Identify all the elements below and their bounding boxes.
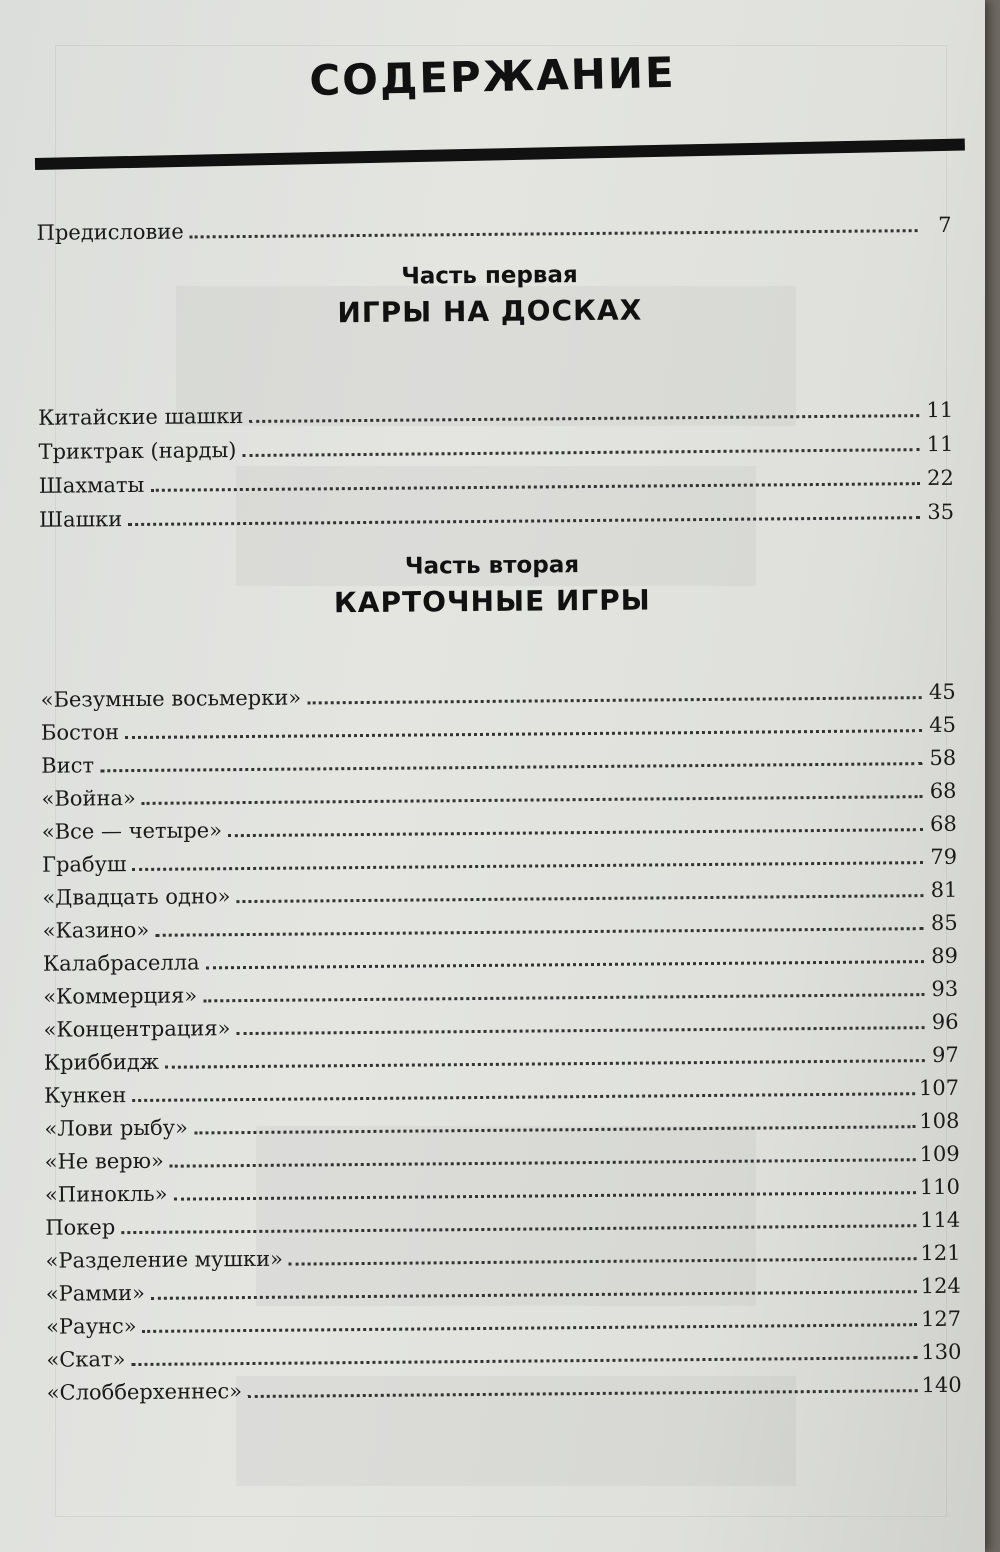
toc-entry-page: 58 (929, 745, 957, 771)
toc-entry-label: Покер (45, 1215, 116, 1240)
toc-entry-page: 81 (930, 877, 958, 903)
toc-entry-label: Кункен (44, 1083, 127, 1108)
toc-entry-page: 11 (926, 397, 954, 423)
toc-entry-page: 108 (919, 1108, 960, 1134)
toc-entry-label: «Двадцать одно» (42, 884, 231, 910)
toc-entry-label: Предисловие (36, 219, 184, 245)
toc-entry-label: Китайские шашки (38, 404, 244, 430)
toc-entry-label: «Скат» (46, 1347, 126, 1372)
toc-entry-page: 68 (929, 811, 957, 837)
toc-entry-label: Криббидж (43, 1049, 160, 1075)
toc-entry-page: 140 (921, 1372, 962, 1398)
toc-entry-page: 68 (929, 778, 957, 804)
toc-entry-page: 97 (931, 1042, 959, 1068)
toc-entry-label: Вист (41, 753, 95, 778)
toc-entry-page: 124 (920, 1273, 961, 1299)
toc-entry-label: Калабраселла (42, 950, 200, 976)
toc-entry-page: 121 (920, 1240, 961, 1266)
toc-entry-label: Бостон (40, 720, 120, 745)
part-one-title: ИГРЫ НА ДОСКАХ (337, 293, 643, 330)
toc-entry-label: Триктрак (нарды) (38, 438, 237, 464)
toc-entry-label: «Слобберхеннес» (46, 1379, 243, 1405)
toc-entry-page: 89 (931, 943, 959, 969)
toc-entry-page: 22 (926, 465, 954, 491)
toc-entry-preface (36, 202, 951, 244)
toc-entry-label: «Концентрация» (43, 1016, 231, 1042)
toc-entry-label: «Война» (41, 785, 136, 811)
toc-entry-page: 96 (931, 1009, 959, 1035)
toc-entry-label: «Лови рыбу» (44, 1115, 189, 1141)
toc-entry-page: 130 (921, 1339, 962, 1365)
toc-entry-page: 109 (919, 1141, 960, 1167)
toc-entry-page: 45 (928, 679, 956, 705)
toc-entry-label: «Разделение мушки» (45, 1246, 284, 1273)
toc-entry-label: «Безумные восьмерки» (40, 685, 302, 712)
toc-entry-page: 45 (929, 712, 957, 738)
toc-entry-page: 7 (938, 212, 952, 237)
toc-entry-page: 107 (918, 1075, 960, 1101)
toc-entry (39, 489, 954, 531)
toc-entry-label: «Раунс» (46, 1313, 137, 1339)
toc-entry-label: Грабуш (42, 852, 127, 877)
toc-entry-page: 127 (920, 1306, 962, 1332)
toc-entry-page: 114 (920, 1207, 961, 1233)
toc-entry-label: «Не верю» (44, 1148, 164, 1174)
toc-entry-page: 85 (930, 910, 958, 936)
toc-entry-label: «Казино» (42, 917, 150, 943)
leader-dots (190, 229, 918, 238)
part-two-title: КАРТОЧНЫЕ ИГРЫ (333, 583, 651, 620)
toc-entry-page: 35 (927, 499, 955, 525)
toc-entry (47, 1362, 962, 1404)
toc-entry-page: 79 (930, 844, 958, 870)
toc-entry-page: 110 (919, 1174, 961, 1200)
toc-entry-page: 93 (931, 976, 959, 1002)
toc-entry-label: «Пинокль» (44, 1181, 168, 1207)
page-title: СОДЕРЖАНИЕ (308, 47, 677, 106)
part-two-label: Часть вторая (404, 552, 580, 580)
leader-dots (128, 516, 920, 526)
toc-entry-label: «Коммерция» (43, 983, 198, 1009)
toc-entry-label: «Рамми» (45, 1280, 145, 1306)
leader-dots (248, 1389, 918, 1398)
toc-entry-page: 11 (926, 431, 954, 457)
part-one-label: Часть первая (401, 262, 578, 290)
toc-entry-label: Шахматы (38, 472, 145, 498)
toc-entry-label: «Все — четыре» (41, 818, 223, 844)
toc-entry-label: Шашки (38, 507, 123, 532)
